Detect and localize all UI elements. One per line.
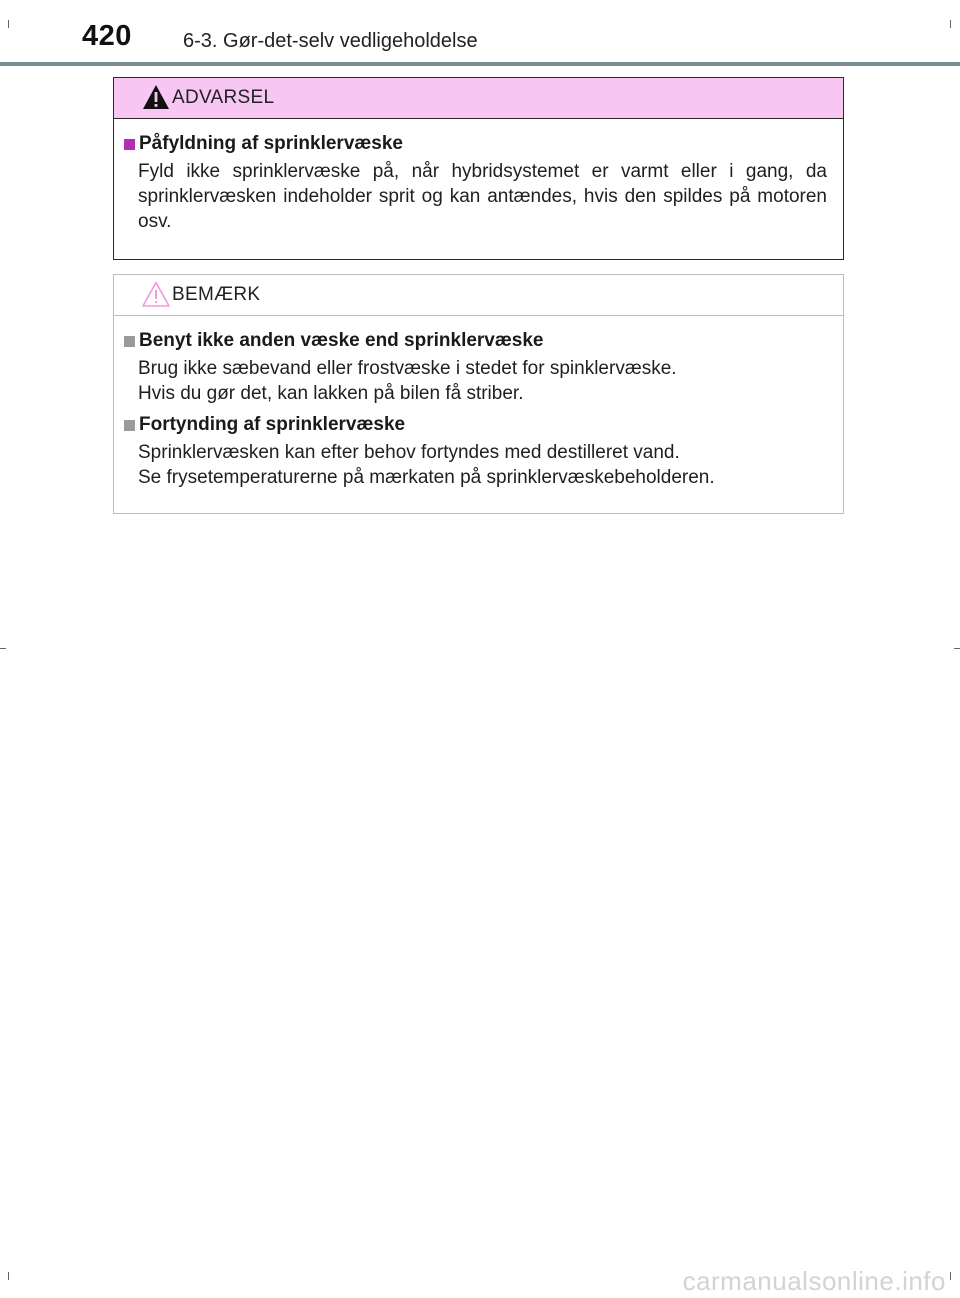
notice-item-line: Sprinklervæsken kan efter behov fortyndes med destilleret vand. xyxy=(138,442,680,463)
warning-box-body xyxy=(114,119,843,234)
header-rule xyxy=(0,62,960,66)
notice-item xyxy=(124,414,827,490)
notice-item-heading xyxy=(124,414,827,436)
notice-item-title: Benyt ikke anden væske end sprinklervæske xyxy=(139,330,544,351)
watermark: carmanualsonline.info xyxy=(682,1266,946,1296)
crop-mark xyxy=(8,20,9,28)
notice-label: BEMÆRK xyxy=(172,284,261,305)
crop-mark xyxy=(0,648,6,649)
notice-item-title: Fortynding af sprinklervæske xyxy=(139,414,406,435)
crop-mark xyxy=(954,648,960,649)
notice-item-line: Se frysetemperaturerne på mærkaten på sprinklervæskebeholderen. xyxy=(138,467,715,488)
warning-triangle-outline-icon xyxy=(141,280,171,308)
crop-mark xyxy=(8,1272,9,1280)
warning-item-heading xyxy=(124,133,827,155)
notice-box xyxy=(113,274,844,514)
notice-item xyxy=(124,330,827,406)
notice-item-text xyxy=(124,356,827,406)
square-bullet-icon xyxy=(124,139,135,150)
notice-item-text xyxy=(124,440,827,490)
notice-box-header xyxy=(114,275,843,316)
square-bullet-icon xyxy=(124,420,135,431)
page-number: 420 xyxy=(82,20,132,52)
crop-mark xyxy=(950,1272,951,1280)
notice-item-line: Brug ikke sæbevand eller frostvæske i stedet for spinklervæske. xyxy=(138,358,677,379)
section-title: 6-3. Gør-det-selv vedligeholdelse xyxy=(183,30,478,52)
warning-label: ADVARSEL xyxy=(172,87,275,108)
notice-item-heading xyxy=(124,330,827,352)
notice-box-body xyxy=(114,316,843,490)
warning-box xyxy=(113,77,844,260)
warning-item-text: Fyld ikke sprinklervæske på, når hybridsystemet er varmt eller i gang, da sprinklervæsken indeholder sprit og kan antændes, hvis den spildes på motoren osv. xyxy=(138,161,827,232)
warning-box-header xyxy=(114,78,843,119)
notice-item-line: Hvis du gør det, kan lakken på bilen få striber. xyxy=(138,383,524,404)
warning-item xyxy=(124,133,827,234)
crop-mark xyxy=(950,20,951,28)
warning-item-title: Påfyldning af sprinklervæske xyxy=(139,133,403,154)
square-bullet-icon xyxy=(124,336,135,347)
warning-triangle-filled-icon xyxy=(141,83,171,111)
